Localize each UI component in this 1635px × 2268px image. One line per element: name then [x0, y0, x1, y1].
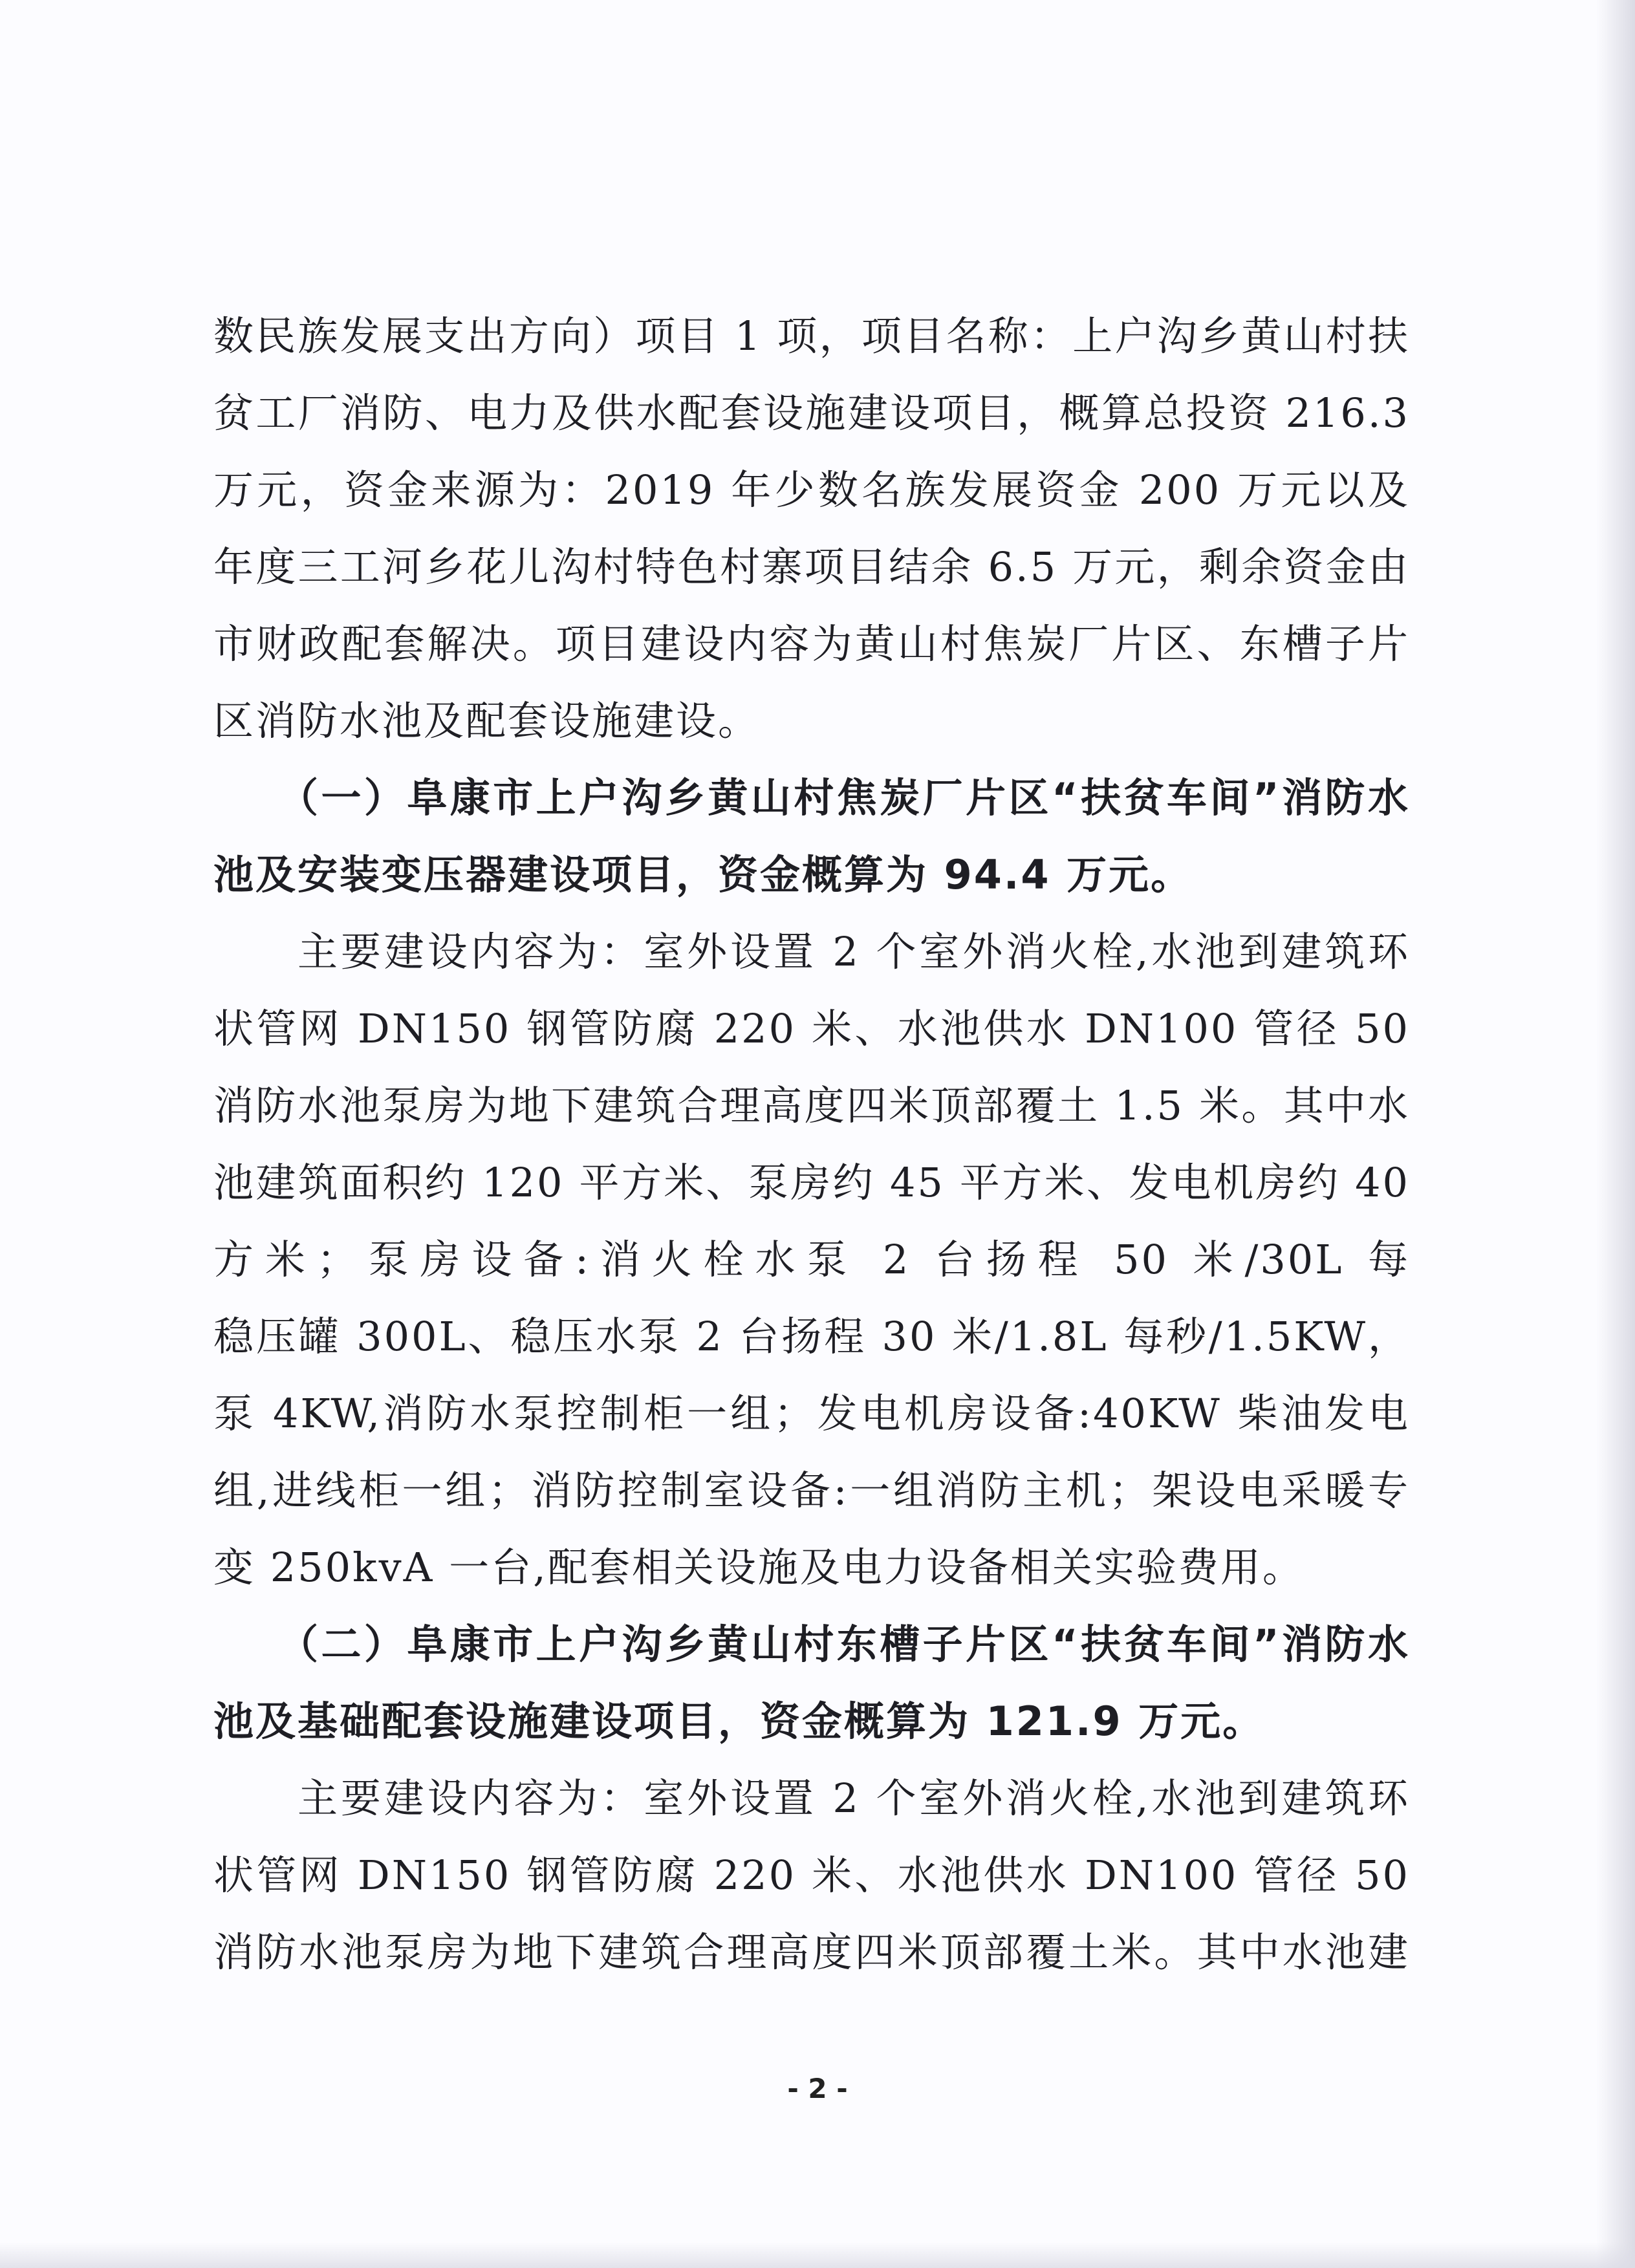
page-number: - 2 -	[787, 2073, 848, 2104]
document-body	[213, 297, 1410, 1991]
text-line: 稳压罐 300L、稳压水泵 2 台扬程 30 米/1.8L 每秒/1.5KW，	[213, 1313, 1410, 1360]
section-heading-1-cont: 池及安装变压器建设项目，资金概算为 94.4 万元。	[213, 851, 1193, 898]
text-line: 贫工厂消防、电力及供水配套设施建设项目，概算总投资 216.3	[213, 389, 1410, 437]
text-line: 数民族发展支出方向）项目 1 项，项目名称：上户沟乡黄山村扶	[213, 312, 1410, 360]
text-line: 区消防水池及配套设施建设。	[213, 697, 761, 744]
text-line: 市财政配套解决。项目建设内容为黄山村焦炭厂片区、东槽子片	[213, 620, 1410, 667]
text-line: 消防水池泵房为地下建筑合理高度四米顶部覆土米。其中水池建	[213, 1928, 1410, 1976]
text-line: 状管网 DN150 钢管防腐 220 米、水池供水 DN100 管径 50	[213, 1852, 1410, 1899]
page-edge-shadow	[1596, 0, 1635, 2268]
text-line: 池建筑面积约 120 平方米、泵房约 45 平方米、发电机房约 40	[213, 1159, 1410, 1206]
text-line: 万元，资金来源为：2019 年少数名族发展资金 200 万元以及	[213, 466, 1410, 513]
text-line: 方米；泵房设备:消火栓水泵 2 台扬程 50 米/30L 每	[213, 1236, 1410, 1283]
section-heading-1: （一）阜康市上户沟乡黄山村焦炭厂片区“扶贫车间”消防水	[278, 774, 1410, 821]
section-heading-2-cont: 池及基础配套设施建设项目，资金概算为 121.9 万元。	[213, 1698, 1265, 1745]
text-line: 变 250kvA 一台,配套相关设施及电力设备相关实验费用。	[213, 1544, 1305, 1591]
text-line: 主要建设内容为：室外设置 2 个室外消火栓,水池到建筑环	[298, 928, 1410, 975]
section-heading-2: （二）阜康市上户沟乡黄山村东槽子片区“扶贫车间”消防水	[278, 1621, 1410, 1668]
text-line: 年度三工河乡花儿沟村特色村寨项目结余 6.5 万元，剩余资金由	[213, 543, 1410, 590]
text-line: 状管网 DN150 钢管防腐 220 米、水池供水 DN100 管径 50	[213, 1005, 1410, 1052]
page-bottom-shadow	[0, 2242, 1635, 2268]
text-line: 泵 4KW,消防水泵控制柜一组；发电机房设备:40KW 柴油发电	[213, 1390, 1410, 1437]
text-line: 组,进线柜一组；消防控制室设备:一组消防主机；架设电采暖专	[213, 1467, 1410, 1514]
text-line: 消防水池泵房为地下建筑合理高度四米顶部覆土 1.5 米。其中水	[213, 1082, 1410, 1129]
text-line: 主要建设内容为：室外设置 2 个室外消火栓,水池到建筑环	[298, 1775, 1410, 1822]
